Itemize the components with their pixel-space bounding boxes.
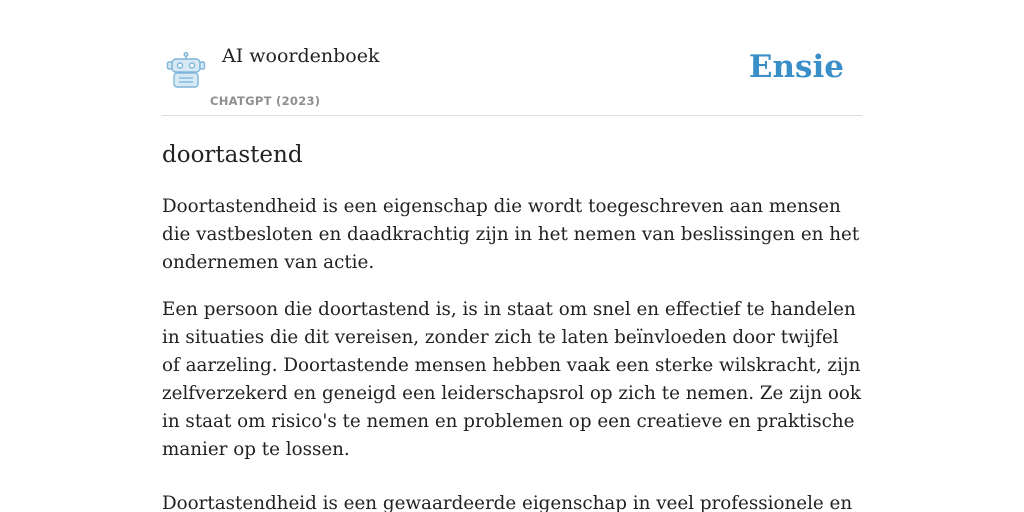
robot-icon <box>166 52 206 90</box>
dictionary-page <box>162 0 862 512</box>
entry-term: doortastend <box>162 142 303 168</box>
source-title[interactable]: AI woordenboek <box>222 45 380 67</box>
source-subtitle: CHATGPT (2023) <box>210 94 321 108</box>
definition-paragraph: Doortastendheid is een gewaardeerde eigenschap in veel professionele en <box>162 493 853 512</box>
definition-paragraph: Doortastendheid is een eigenschap die wordt toegeschreven aan mensen die vastbesloten en daadkrachtig zijn in het nemen van beslissingen en het ondernemen van actie. <box>162 196 860 273</box>
definition-paragraph: Een persoon die doortastend is, is in staat om snel en effectief te handelen in situaties die dit vereisen, zonder zich te laten beïnvloeden door twijfel of aarzeling. Doortastende mensen hebben vaak een sterke wilskracht, zijn zelfverzekerd en geneigd een leiderschapsrol op zich te nemen. Ze zijn ook in staat om risico's te nemen en problemen op een creatieve en praktische manier op te lossen. <box>162 299 861 460</box>
source-header <box>162 0 862 116</box>
brand-logo[interactable]: Ensie <box>748 49 844 85</box>
